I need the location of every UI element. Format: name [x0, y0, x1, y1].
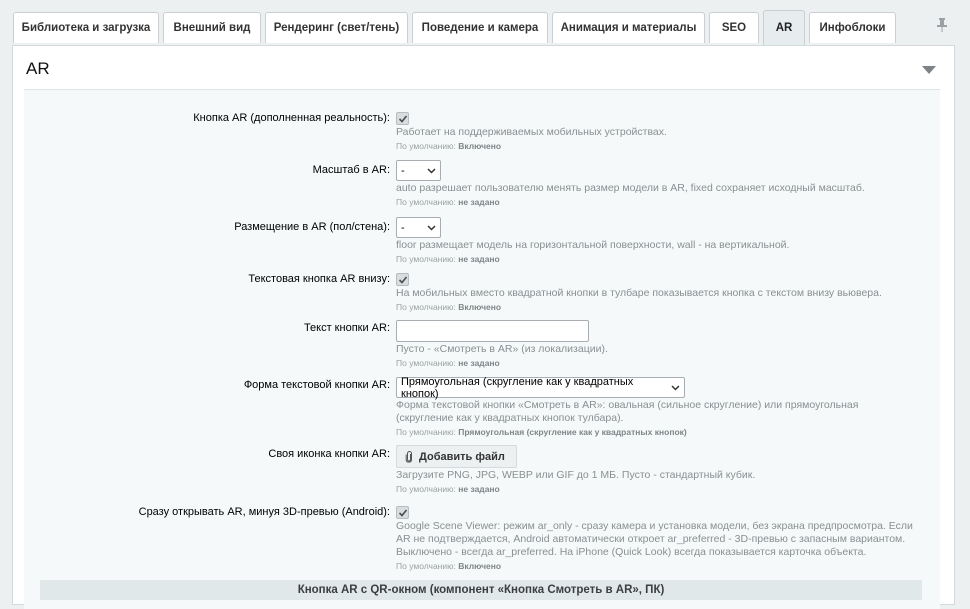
ar-placement-select[interactable]: - — [396, 217, 441, 238]
ar-button-hint: Работает на поддерживаемых мобильных устройствах. — [396, 126, 667, 138]
pin-icon[interactable] — [936, 18, 948, 32]
check-icon — [398, 508, 408, 518]
ar-button-label: Кнопка AR (дополненная реальность): — [193, 112, 390, 124]
ar-icon-default: По умолчанию: не задано — [396, 484, 500, 494]
add-file-button[interactable]: Добавить файл — [396, 445, 517, 468]
ar-direct-default: По умолчанию: Включено — [396, 561, 502, 571]
ar-icon-label: Своя иконка кнопки AR: — [268, 448, 390, 460]
ar-text-button-hint: На мобильных вместо квадратной кнопки в тулбаре показывается кнопка с текстом внизу вьювера. — [396, 287, 882, 299]
form-area — [24, 89, 940, 609]
ar-direct-label: Сразу открывать AR, минуя 3D-превью (Android): — [138, 506, 390, 518]
ar-button-shape-hint: Форма текстовой кнопки «Смотреть в AR»: овальная (сильное скругление) или прямоугольная (скругление как у квадратных кнопок тулбара). — [396, 399, 859, 424]
tab-ar[interactable]: AR — [763, 10, 805, 45]
ar-button-shape-label: Форма текстовой кнопки AR: — [243, 379, 390, 391]
ar-scale-default: По умолчанию: не задано — [396, 197, 500, 207]
ar-text-button-default: По умолчанию: Включено — [396, 302, 502, 312]
ar-placement-default: По умолчанию: не задано — [396, 254, 500, 264]
ar-button-checkbox[interactable] — [396, 112, 409, 125]
ar-text-button-label: Текстовая кнопка AR внизу: — [248, 273, 390, 285]
ar-icon-hint: Загрузите PNG, JPG, WEBP или GIF до 1 МБ. Пусто - стандартный кубик. — [396, 469, 756, 481]
section-header-qr: Кнопка AR с QR-окном (компонент «Кнопка Смотреть в AR», ПК) — [40, 580, 922, 600]
check-icon — [398, 114, 408, 124]
ar-scale-hint: auto разрешает пользователю менять размер модели в AR, fixed сохраняет исходный масштаб. — [396, 182, 865, 194]
check-icon — [398, 275, 408, 285]
chevron-down-icon — [671, 385, 680, 391]
tab-infoblocks[interactable]: Инфоблоки — [809, 12, 896, 43]
ar-button-text-hint: Пусто - «Смотреть в AR» (из локализации). — [396, 343, 608, 355]
tab-rendering[interactable]: Рендеринг (свет/тень) — [265, 12, 408, 43]
ar-button-text-default: По умолчанию: не задано — [396, 358, 500, 368]
chevron-down-icon — [427, 168, 436, 174]
tab-appearance[interactable]: Внешний вид — [163, 12, 261, 43]
chevron-down-icon — [427, 225, 436, 231]
ar-text-button-checkbox[interactable] — [396, 273, 409, 286]
tab-bar — [0, 0, 970, 46]
paperclip-icon — [405, 451, 413, 463]
ar-direct-checkbox[interactable] — [396, 506, 409, 519]
ar-direct-hint: Google Scene Viewer: режим ar_only - сразу камера и установка модели, без экрана предпросмотра. Если AR не подтверждается, Android автоматически откроет ar_preferred - 3D-превью с запасным вариантом. Выключено - всегда ar_preferred. На iPhone (Quick Look) всегда показывается карточка объекта. — [396, 520, 913, 558]
ar-button-text-input[interactable] — [396, 320, 589, 342]
ar-scale-label: Масштаб в AR: — [312, 164, 390, 176]
ar-button-default: По умолчанию: Включено — [396, 141, 502, 151]
ar-placement-hint: floor размещает модель на горизонтальной поверхности, wall - на вертикальной. — [396, 239, 790, 251]
ar-button-text-label: Текст кнопки AR: — [303, 322, 390, 334]
ar-button-shape-default: По умолчанию: Прямоугольная (скругление как у квадратных кнопок) — [396, 427, 687, 437]
ar-button-shape-select[interactable]: Прямоугольная (скругление как у квадратных кнопок) — [396, 377, 685, 398]
ar-placement-label: Размещение в AR (пол/стена): — [234, 221, 390, 233]
tab-behavior[interactable]: Поведение и камера — [412, 12, 548, 43]
settings-panel — [12, 45, 955, 605]
collapse-arrow-icon[interactable] — [922, 66, 936, 74]
panel-title: AR — [26, 59, 50, 78]
tab-seo[interactable]: SEO — [709, 12, 759, 43]
ar-scale-select[interactable]: - — [396, 160, 441, 181]
tab-library[interactable]: Библиотека и загрузка — [13, 12, 159, 43]
tab-animation[interactable]: Анимация и материалы — [552, 12, 705, 43]
